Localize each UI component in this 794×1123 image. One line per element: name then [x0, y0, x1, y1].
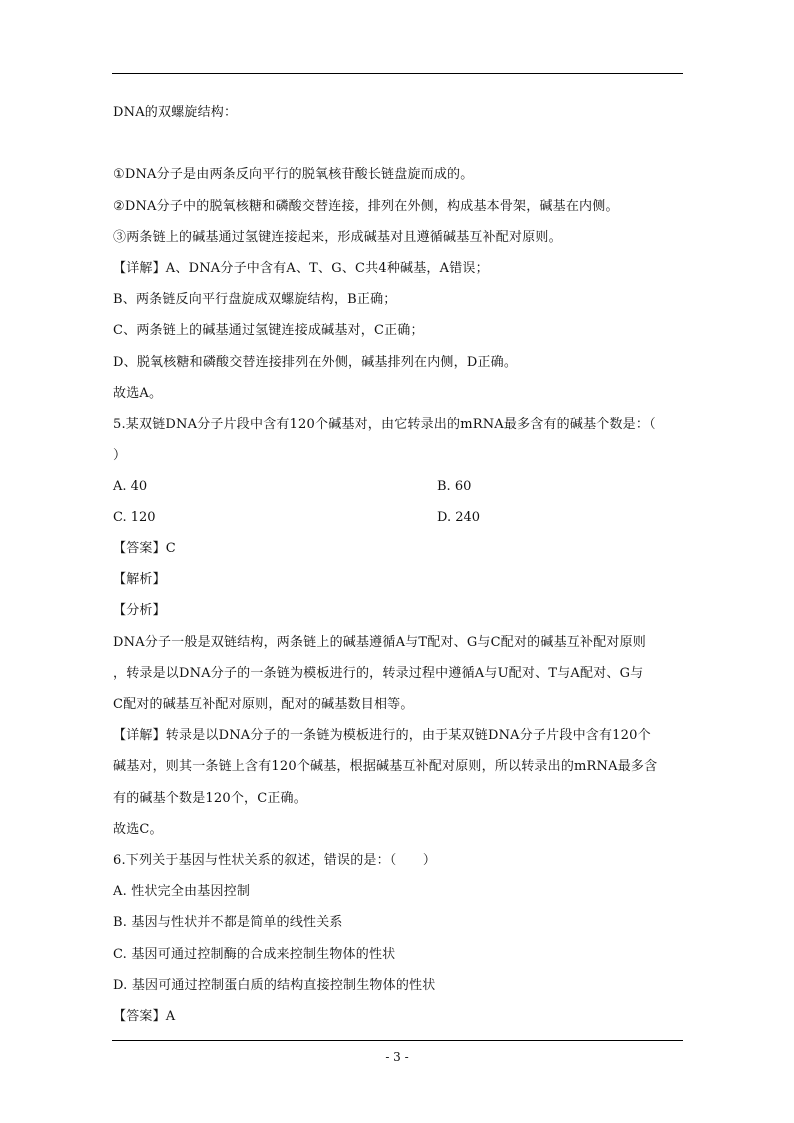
q5-stem-close: ） [113, 448, 127, 463]
q6-stem: 6.下列关于基因与性状关系的叙述，错误的是：（ ） [113, 853, 437, 868]
q6-option-d: D. 基因可通过控制蛋白质的结构直接控制生物体的性状 [113, 978, 436, 993]
q5-conclusion: 故选C。 [113, 822, 163, 837]
point-1: ①DNA分子是由两条反向平行的脱氧核苷酸长链盘旋而成的。 [113, 167, 474, 182]
q5-detail-line-3: 有的碱基个数是120个，C正确。 [113, 791, 307, 806]
dna-structure-heading: DNA的双螺旋结构： [113, 105, 238, 120]
q5-option-d: D. 240 [437, 510, 481, 525]
q6-option-a: A. 性状完全由基因控制 [113, 884, 251, 899]
footer-rule [112, 1040, 683, 1041]
q4-conclusion: 故选A。 [113, 386, 163, 401]
q6-answer: 【答案】A [113, 1009, 176, 1024]
q5-option-c: C. 120 [113, 510, 156, 525]
q5-detail-line-2: 碱基对，则其一条链上含有120个碱基，根据碱基互补配对原则，所以转录出的mRNA最多含 [113, 759, 658, 774]
q4-detail-d: D、脱氧核糖和磷酸交替连接排列在外侧，碱基排列在内侧，D正确。 [113, 355, 518, 370]
header-rule [112, 73, 683, 74]
q5-option-b: B. 60 [437, 479, 472, 494]
q5-analysis-heading: 【分析】 [113, 603, 166, 618]
page-number: - 3 - [385, 1050, 409, 1064]
q4-detail-c: C、两条链上的碱基通过氢键连接成碱基对，C正确； [113, 323, 424, 338]
q5-analysis-line-3: C配对的碱基互补配对原则，配对的碱基数目相等。 [113, 697, 414, 712]
q5-stem: 5.某双链DNA分子片段中含有120个碱基对，由它转录出的mRNA最多含有的碱基个数是：（ [113, 417, 656, 432]
q4-detail-a: 【详解】A、DNA分子中含有A、T、G、C共4种碱基，A错误； [113, 261, 489, 276]
q6-option-b: B. 基因与性状并不都是简单的线性关系 [113, 915, 343, 930]
q5-analysis-line-2: ，转录是以DNA分子的一条链为模板进行的，转录过程中遵循A与U配对、T与A配对、G与 [113, 666, 644, 681]
q6-option-c: C. 基因可通过控制酶的合成来控制生物体的性状 [113, 947, 396, 962]
q5-option-a: A. 40 [113, 479, 148, 494]
q5-analysis-line-1: DNA分子一般是双链结构，两条链上的碱基遵循A与T配对、G与C配对的碱基互补配对原则 [113, 635, 646, 650]
point-2: ②DNA分子中的脱氧核糖和磷酸交替连接，排列在外侧，构成基本骨架，碱基在内侧。 [113, 199, 619, 214]
q5-answer: 【答案】C [113, 541, 176, 556]
point-3: ③两条链上的碱基通过氢键连接起来，形成碱基对且遵循碱基互补配对原则。 [113, 230, 562, 245]
q5-detail-line-1: 【详解】转录是以DNA分子的一条链为模板进行的，由于某双链DNA分子片段中含有120个 [113, 728, 651, 743]
q4-detail-b: B、两条链反向平行盘旋成双螺旋结构，B正确； [113, 292, 397, 307]
q5-explanation-heading: 【解析】 [113, 572, 166, 587]
